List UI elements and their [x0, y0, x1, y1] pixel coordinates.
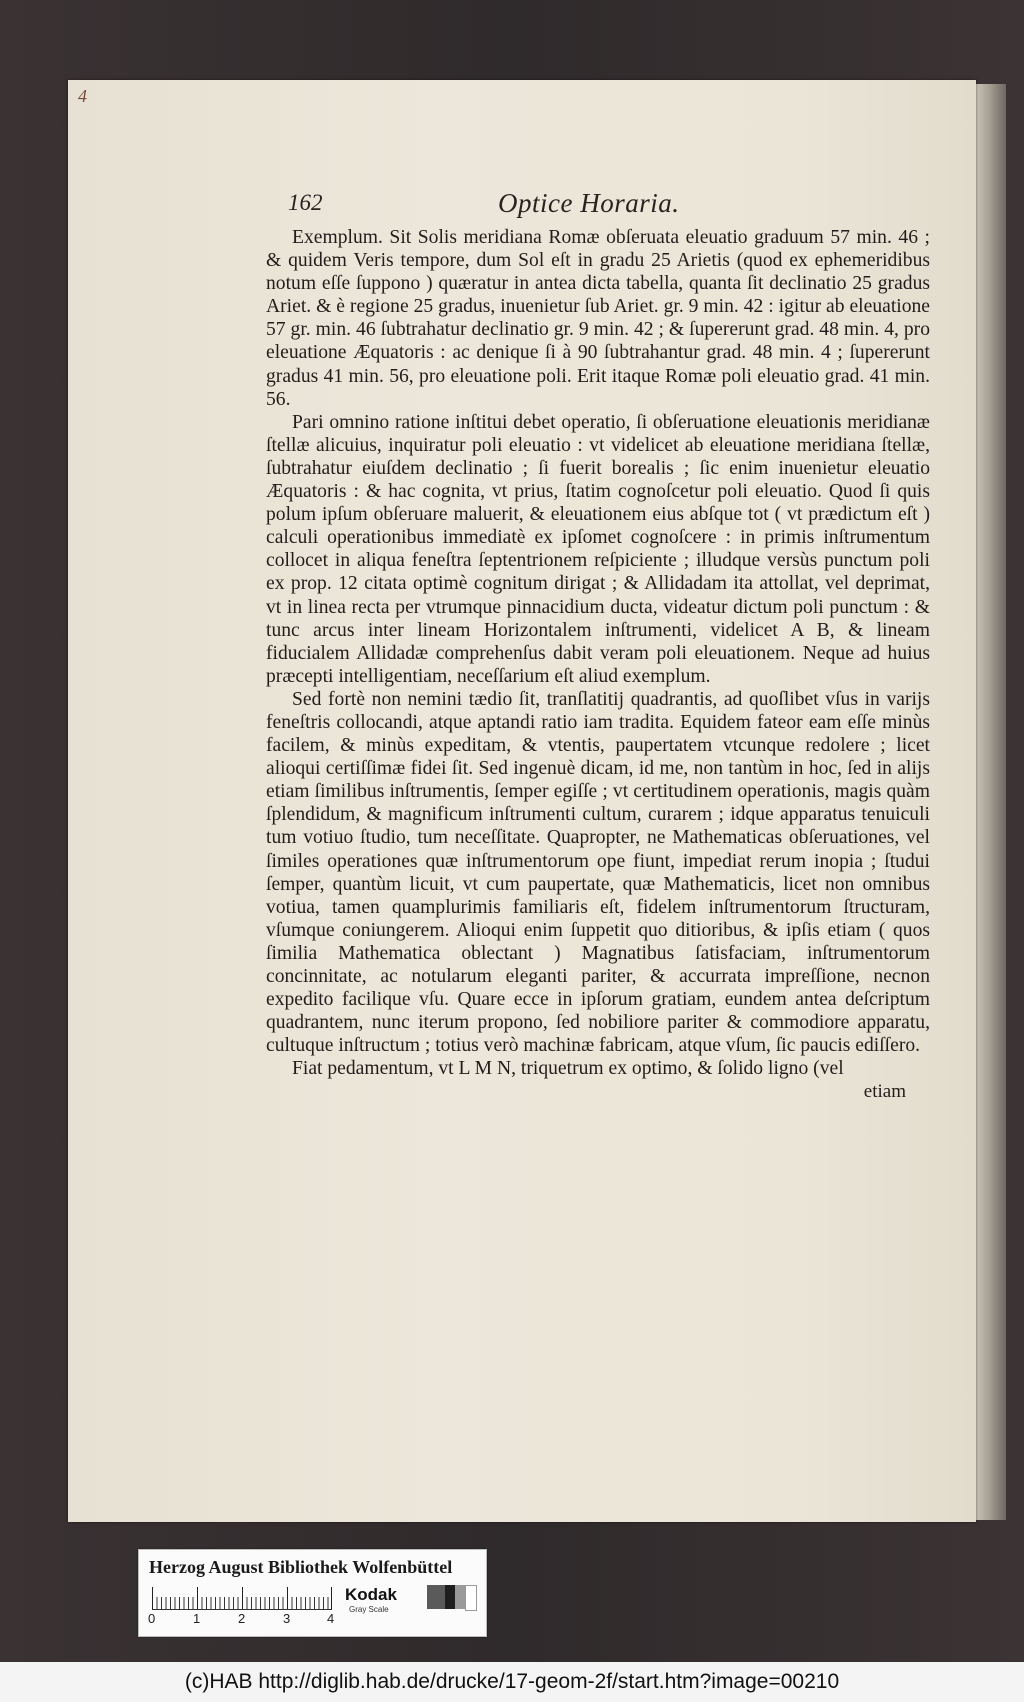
gray-scale-label: Gray Scale: [349, 1605, 389, 1614]
page-edge-shadow: [976, 84, 1006, 1520]
kodak-logo: Kodak: [345, 1585, 397, 1604]
ruler-number: 4: [327, 1611, 335, 1626]
ruler-number: 1: [193, 1611, 201, 1626]
ruler-major-tick: [197, 1587, 198, 1609]
library-name: Herzog August Bibliothek Wolfenbüttel: [149, 1557, 453, 1577]
gray-swatch: [445, 1585, 455, 1609]
paragraph-exemplum: Exemplum. Sit Solis meridiana Romæ obſeruata eleuatio graduum 57 min. 46 ; & quidem Veris tempore, dum Sol eſt in gradu 25 Arietis (quod ex ephemeridibus notum eſſe ſuppono ) quæratur in antea dicta tabella, quanta ſit declinatio 25 gradus Ariet. & è regione 25 gradus, inuenietur ſub Ariet. gr. 9 min. 42 : igitur ab eleuatione 57 gr. min. 46 ſubtrahatur declinatio gr. 9 min. 42 ; & ſupererunt grad. 48 min. 4, pro eleuatione Æquatoris : ac denique ſi à 90 ſubtrahantur grad. 48 min. 4 ; ſupererunt gradus 41 min. 56, pro eleuatione poli. Erit itaque Romæ poli eleuatio grad. 41 min. 56.: [266, 227, 930, 410]
paragraph-pari-omnino: Pari omnino ratione inſtitui debet operatio, ſi obſeruatione eleuationis meridianæ ſtellæ alicuius, inquiratur poli eleuatio : vt videlicet ab eleuatione meridiana ſtellæ, ſubtrahatur eiuſdem declinatio ; ſi fuerit borealis ; ſic enim inuenietur eleuatio Æquatoris : & hac cognita, vt prius, ſtatim cognoſcetur poli eleuatio. Quod ſi quis polum ipſum obſeruare maluerit, & eleuationem eius abſque tot ( vt prædictum eſt ) calculi operationibus immediatè ex ipſomet cognoſcere : in primis inſtrumentum collocet in aliqua feneſtra ſeptentrionem reſpiciente ; illudque versùs punctum poli ex prop. 12 citata optimè cognitum dirigat ; & Allidadam ita attollat, vel deprimat, vt in linea recta per vtrumque pinnacidium ducta, videatur dictum poli punctum : & tunc arcus inter lineam Horizontalem inſtrumenti, videlicet A B, & lineam fiducialem Allidadæ comprehenſus dabit veram poli eleuationem. Neque ad huius præcepti intelligentiam, neceſſarium eſt aliud exemplum.: [266, 411, 930, 687]
ruler-major-tick: [152, 1587, 153, 1609]
catchword: etiam: [863, 1081, 906, 1103]
ruler-major-tick: [331, 1587, 332, 1609]
page-header: [288, 188, 928, 218]
ruler-number: 3: [283, 1611, 291, 1626]
ruler-major-tick: [242, 1587, 243, 1609]
body-text: [266, 226, 930, 1104]
measurement-ruler: [152, 1587, 332, 1610]
gray-swatch: [465, 1585, 477, 1611]
gray-swatch: [455, 1585, 465, 1609]
running-title: Optice Horaria.: [498, 188, 680, 218]
library-color-card: [138, 1549, 487, 1637]
corner-pencil-mark: 4: [78, 86, 87, 106]
ruler-number: 2: [238, 1611, 246, 1626]
ruler-number: 0: [148, 1611, 156, 1626]
gray-swatch: [427, 1585, 445, 1609]
paragraph-sed-forte: Sed fortè non nemini tædio ſit, tranſlatitij quadrantis, ad quoſlibet vſus in varijs feneſtris collocandi, atque aptandi ratio iam tradita. Equidem fateor eam eſſe minùs facilem, & minùs expeditam, & vtentis, paupertatem vtcunque redolere ; licet alioqui certiſſimæ fidei ſit. Sed ingenuè dicam, id me, non tantùm in hoc, ſed in alijs etiam ſimilibus inſtrumentis, ſemper egiſſe ; vt certitudinem operationis, magis quàm ſplendidum, & magnificum inſtrumenti cultum, curarem ; idque apparatus tenuiculi tum votiuo ſtudio, tum neceſſitate. Quapropter, ne Mathematicas obſeruationes, vel ſimiles operationes quæ inſtrumentorum ope fiunt, impediat rerum inopia ; ſtudui ſemper, quantùm licuit, vt cum paupertate, quæ Mathematicis, licet non omnibus votiua, tamen quamplurimis familiaris eſt, fidelem inſtrumentorum ſtructuram, vſumque coniungerem. Alioqui enim ſuppetit quo ditioribus, & ipſis etiam ( quos ſimilia Mathematica oblectant ) Magnatibus ſatisfaciam, inſtrumentorum concinnitate, ac notularum eleganti pariter, & accurrata impreſſione, necnon expedito facilique vſu. Quare ecce in ipſorum gratiam, eundem antea deſcriptum quadrantem, nunc iterum propono, ſed nobiliore pariter & commodiore apparatu, cultuque inſtructum ; totius verò machinæ fabricam, atque vſum, ſic paucis ediſſero.: [266, 688, 930, 1057]
page-number: 162: [288, 190, 323, 215]
ruler-major-tick: [287, 1587, 288, 1609]
paragraph-fiat-pedamentum: Fiat pedamentum, vt L M N, triquetrum ex optimo, & ſolido ligno (vel: [292, 1058, 844, 1080]
copyright-caption: (c)HAB http://diglib.hab.de/drucke/17-geom-2f/start.htm?image=00210: [0, 1662, 1024, 1702]
